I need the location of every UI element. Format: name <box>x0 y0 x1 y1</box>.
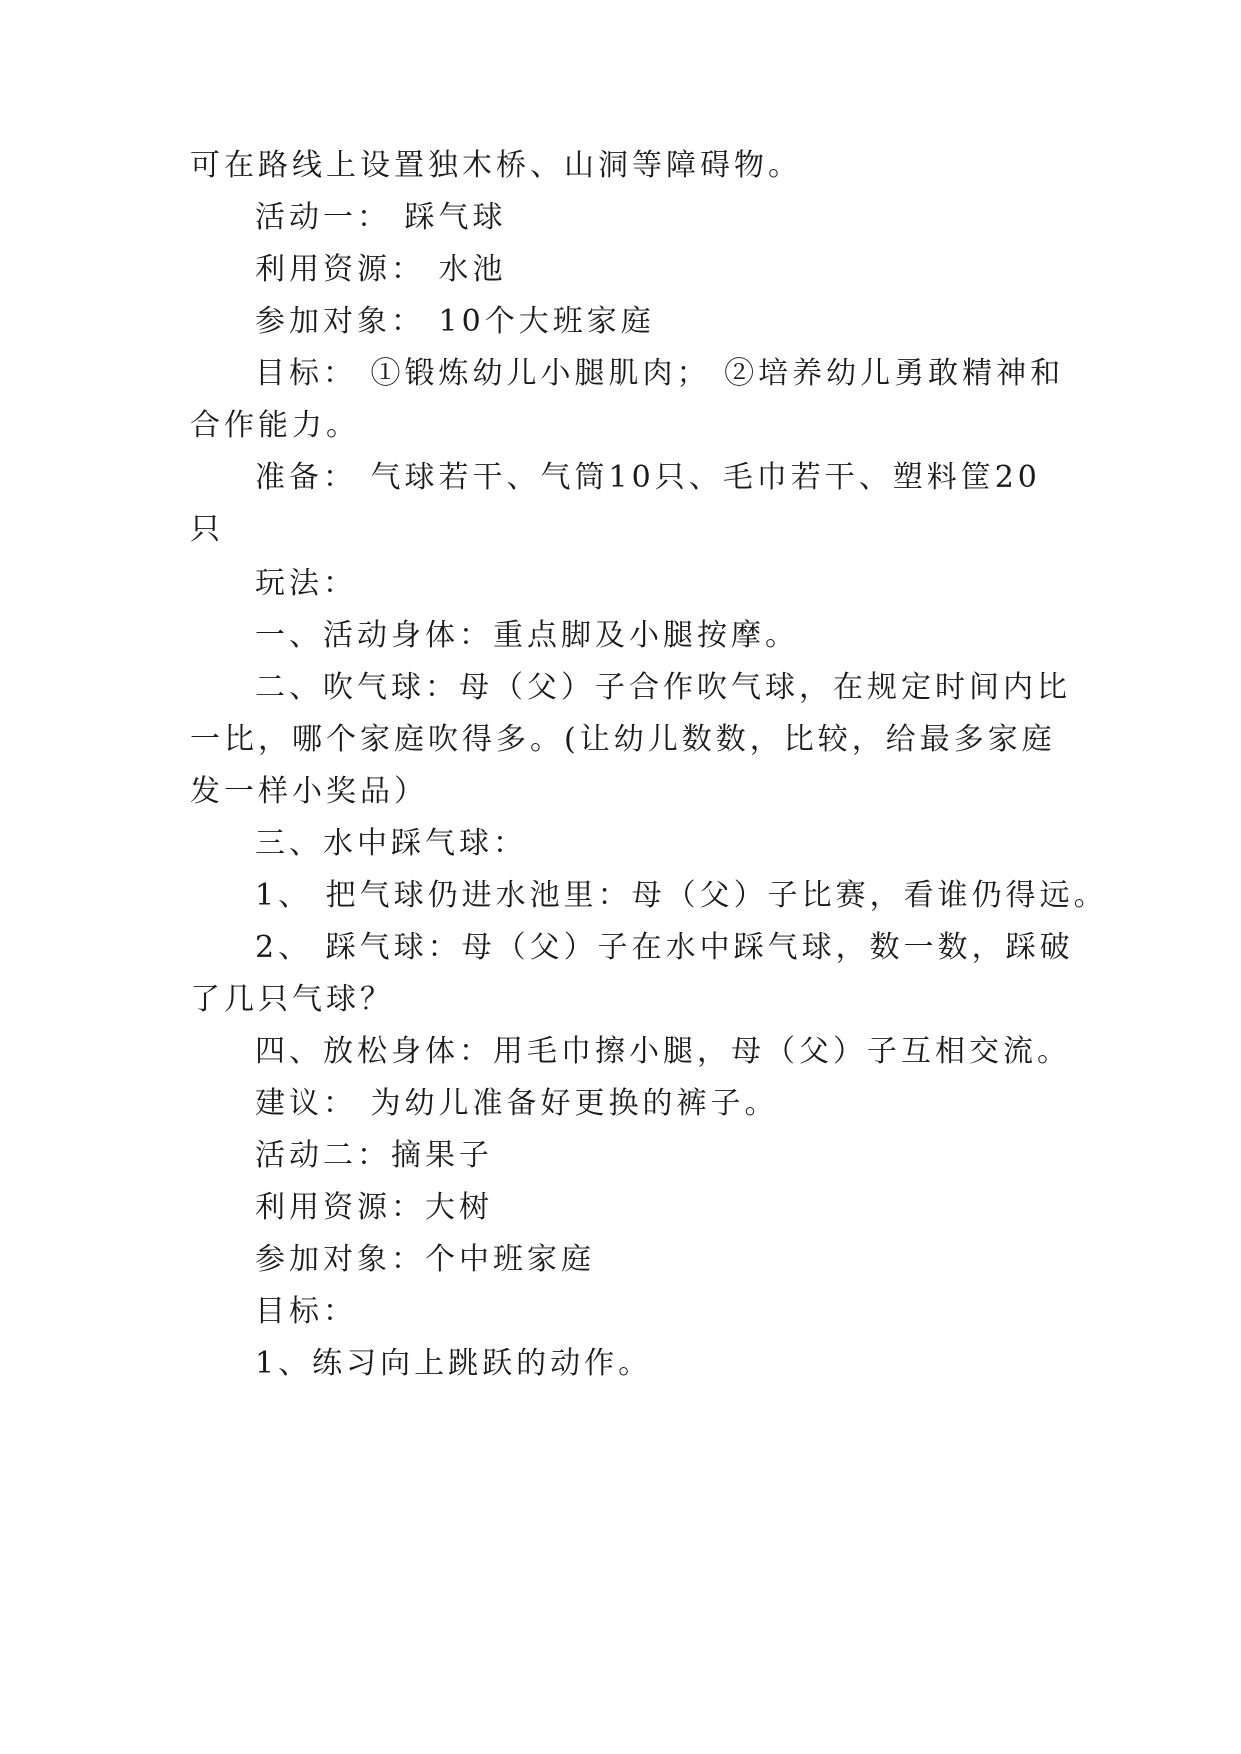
suggestion-line: 建议： 为幼儿准备好更换的裤子。 <box>255 1086 779 1121</box>
resource-line: 利用资源： 水池 <box>255 252 507 287</box>
participants-line-2: 参加对象：个中班家庭 <box>255 1242 595 1277</box>
substep-two-line: 2、 踩气球：母（父）子在水中踩气球，数一数，踩破 <box>255 930 1074 965</box>
activity-one-title: 活动一： 踩气球 <box>255 200 507 235</box>
step-four-line: 四、放松身体：用毛巾擦小腿，母（父）子互相交流。 <box>255 1034 1071 1069</box>
goal-item-one: 1、练习向上跳跃的动作。 <box>255 1346 653 1381</box>
step-three-heading: 三、水中踩气球： <box>255 826 527 861</box>
step-two-continued-2: 发一样小奖品） <box>190 774 428 809</box>
activity-two-title: 活动二：摘果子 <box>255 1138 493 1173</box>
gameplay-heading: 玩法： <box>255 566 357 601</box>
step-one-line: 一、活动身体：重点脚及小腿按摩。 <box>255 618 799 653</box>
resource-line-2: 利用资源：大树 <box>255 1190 493 1225</box>
paragraph-line: 可在路线上设置独木桥、山洞等障碍物。 <box>190 148 802 183</box>
goal-line-continued: 合作能力。 <box>190 408 360 443</box>
step-two-continued: 一比，哪个家庭吹得多。(让幼儿数数，比较，给最多家庭 <box>190 722 1056 757</box>
step-two-line: 二、吹气球：母（父）子合作吹气球，在规定时间内比 <box>255 670 1071 705</box>
goal-line: 目标： ①锻炼幼儿小腿肌肉； ②培养幼儿勇敢精神和 <box>255 356 1065 391</box>
substep-one-line: 1、 把气球仍进水池里：母（父）子比赛，看谁仍得远。 <box>255 878 1108 913</box>
substep-two-continued: 了几只气球？ <box>190 982 394 1017</box>
goal-heading-2: 目标： <box>255 1294 357 1329</box>
preparation-line-continued: 只 <box>190 512 224 547</box>
preparation-line: 准备： 气球若干、气筒10只、毛巾若干、塑料筐20 <box>255 460 1041 495</box>
participants-line: 参加对象： 10个大班家庭 <box>255 304 655 339</box>
